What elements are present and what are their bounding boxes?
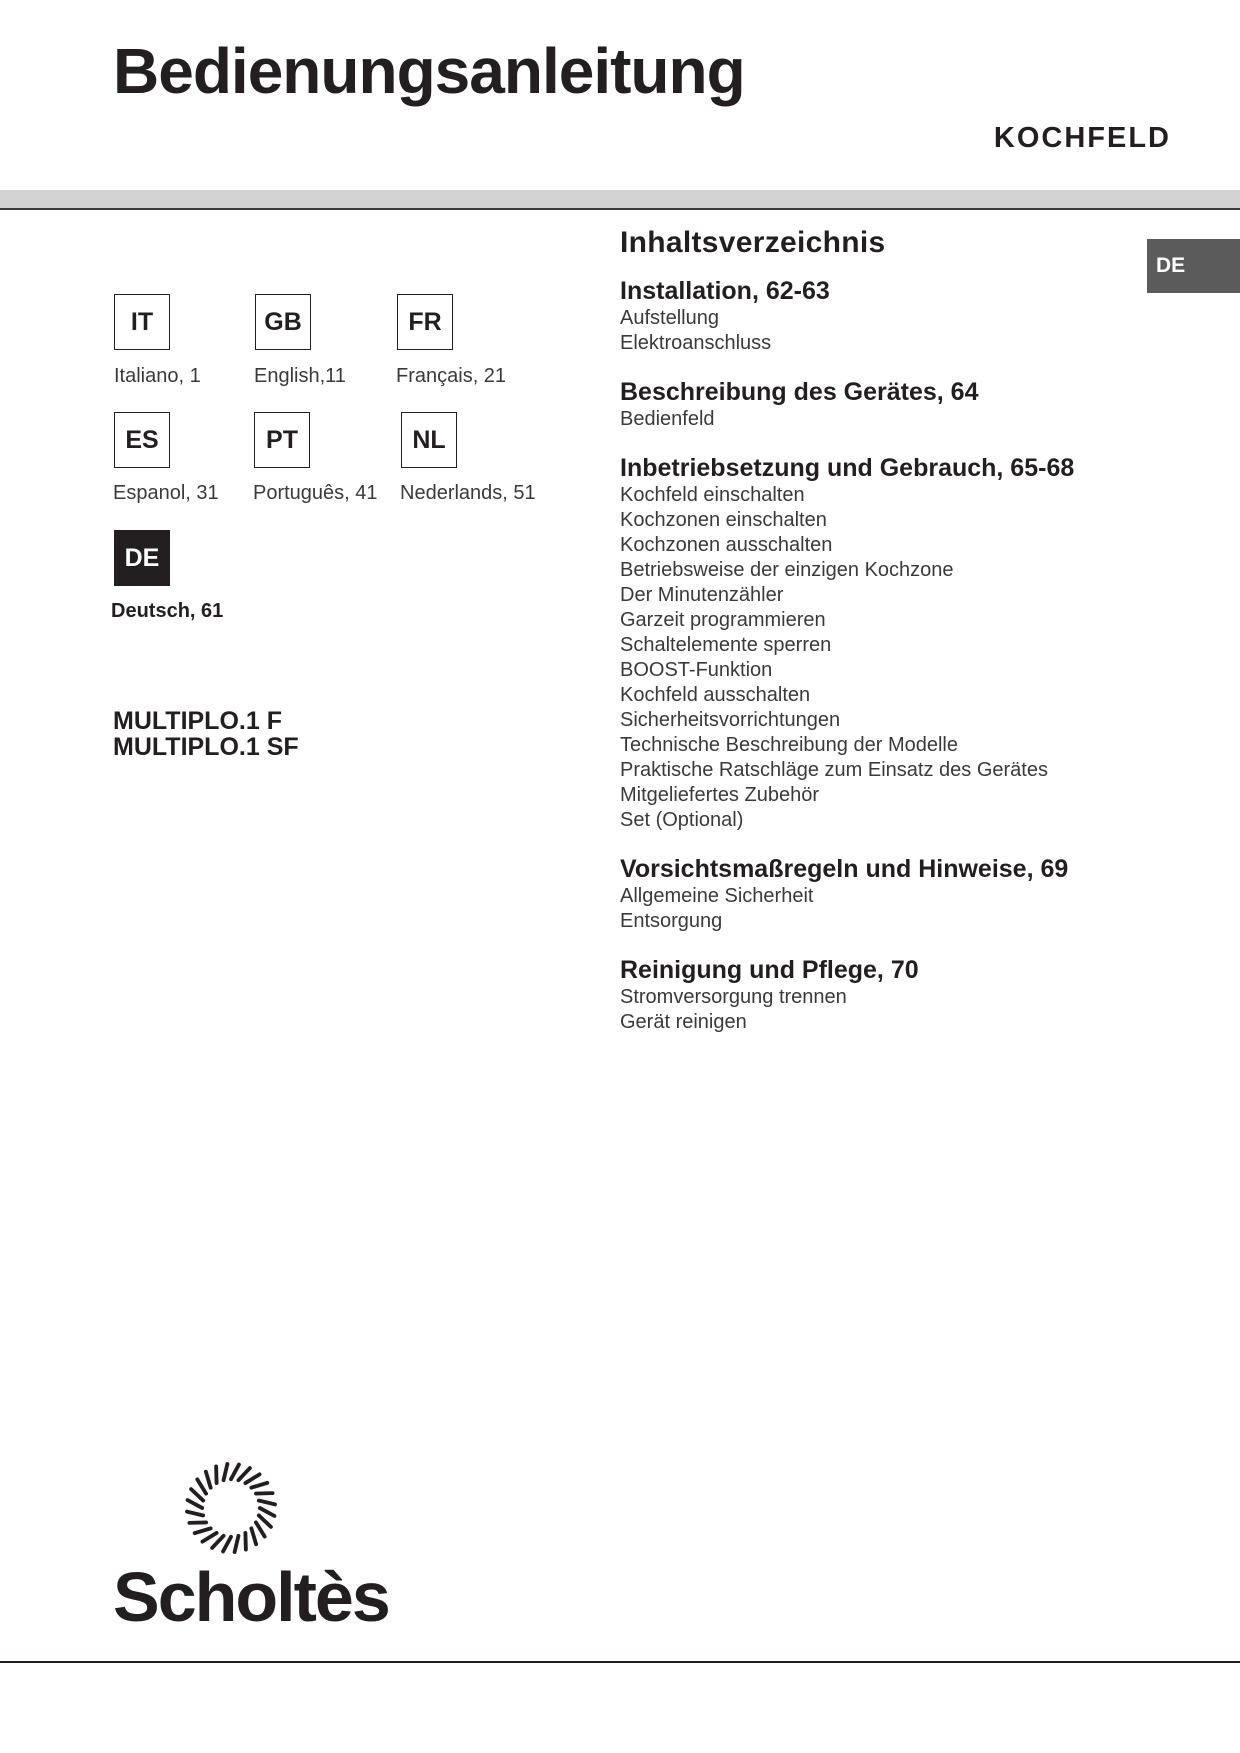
- logo-ray: [238, 1468, 249, 1480]
- toc-item[interactable]: Schaltelemente sperren: [620, 634, 832, 656]
- toc-sections: [620, 276, 1140, 1035]
- toc-section: [620, 955, 1140, 1035]
- language-label-gb[interactable]: English,11: [254, 365, 346, 387]
- logo-ray: [224, 1464, 228, 1480]
- toc-item[interactable]: Gerät reinigen: [620, 1011, 747, 1033]
- toc-item[interactable]: Kochzonen einschalten: [620, 509, 827, 531]
- toc-section: [620, 854, 1140, 934]
- language-code-fr[interactable]: FR: [397, 294, 453, 350]
- toc-title: Inhaltsverzeichnis: [620, 226, 886, 259]
- logo-ray: [251, 1483, 267, 1488]
- toc-item[interactable]: Praktische Ratschläge zum Einsatz des Gerätes: [620, 759, 1048, 781]
- header-rule: [0, 208, 1240, 210]
- toc-heading[interactable]: Reinigung und Pflege, 70: [620, 956, 919, 984]
- language-label-de[interactable]: Deutsch, 61: [111, 600, 224, 622]
- logo-ray: [202, 1533, 216, 1542]
- toc-heading[interactable]: Installation, 62-63: [620, 277, 830, 305]
- toc-item[interactable]: Elektroanschluss: [620, 332, 772, 354]
- toc-item[interactable]: Sicherheitsvorrichtungen: [620, 709, 841, 731]
- toc-heading[interactable]: Inbetriebsetzung und Gebrauch, 65-68: [620, 454, 1075, 482]
- language-label-nl[interactable]: Nederlands, 51: [400, 482, 536, 504]
- language-label-it[interactable]: Italiano, 1: [114, 365, 201, 387]
- logo-ray: [259, 1501, 275, 1505]
- logo-ray: [259, 1515, 271, 1526]
- toc-item[interactable]: Technische Beschreibung der Modelle: [620, 734, 958, 756]
- toc-item[interactable]: Kochfeld ausschalten: [620, 684, 811, 706]
- logo-ray: [187, 1512, 203, 1516]
- logo-ray: [197, 1479, 206, 1493]
- model-name: MULTIPLO.1 SF: [113, 733, 299, 761]
- language-label-pt[interactable]: Português, 41: [253, 482, 378, 504]
- toc-item[interactable]: Allgemeine Sicherheit: [620, 885, 814, 907]
- toc-item[interactable]: Kochfeld einschalten: [620, 484, 805, 506]
- language-label-es[interactable]: Espanol, 31: [113, 482, 219, 504]
- logo-ray: [223, 1537, 231, 1552]
- brand-name: Scholtès: [113, 1558, 389, 1636]
- language-code-it[interactable]: IT: [114, 294, 170, 350]
- language-label-fr[interactable]: Français, 21: [396, 365, 507, 387]
- language-code-de[interactable]: DE: [114, 530, 170, 586]
- language-code-es[interactable]: ES: [114, 412, 170, 468]
- logo-ray: [245, 1474, 259, 1483]
- logo-ray: [206, 1472, 211, 1488]
- document-title: Bedienungsanleitung: [113, 35, 745, 107]
- logo-ray: [260, 1508, 275, 1516]
- toc-item[interactable]: Mitgeliefertes Zubehör: [620, 784, 819, 806]
- table-of-contents: [620, 226, 1140, 1056]
- toc-item[interactable]: Entsorgung: [620, 910, 723, 932]
- language-tab: DE: [1147, 239, 1240, 293]
- toc-item[interactable]: Aufstellung: [620, 307, 719, 329]
- document-subtitle: KOCHFELD: [993, 122, 1171, 154]
- logo-ray: [195, 1528, 211, 1533]
- toc-item[interactable]: Kochzonen ausschalten: [620, 534, 833, 556]
- sunburst-logo-icon: [183, 1460, 279, 1556]
- logo-ray: [235, 1536, 239, 1552]
- toc-item[interactable]: Stromversorgung trennen: [620, 986, 847, 1008]
- toc-heading[interactable]: Vorsichtsmaßregeln und Hinweise, 69: [620, 855, 1069, 883]
- toc-section: [620, 453, 1140, 833]
- toc-heading[interactable]: Beschreibung des Gerätes, 64: [620, 378, 979, 406]
- logo-ray: [231, 1465, 239, 1480]
- toc-section: [620, 377, 1140, 432]
- toc-item[interactable]: BOOST-Funktion: [620, 659, 773, 681]
- toc-section: [620, 276, 1140, 356]
- logo-ray: [212, 1536, 223, 1548]
- logo-ray: [188, 1500, 203, 1508]
- language-code-pt[interactable]: PT: [254, 412, 310, 468]
- header-band: [0, 190, 1240, 208]
- toc-item[interactable]: Betriebsweise der einzigen Kochzone: [620, 559, 954, 581]
- footer-rule: [0, 1661, 1240, 1663]
- logo-ray: [251, 1528, 256, 1544]
- toc-item[interactable]: Garzeit programmieren: [620, 609, 826, 631]
- language-code-gb[interactable]: GB: [255, 294, 311, 350]
- logo-ray: [191, 1489, 203, 1500]
- toc-item[interactable]: Der Minutenzähler: [620, 584, 784, 606]
- model-name: MULTIPLO.1 F: [113, 707, 282, 735]
- language-code-nl[interactable]: NL: [401, 412, 457, 468]
- toc-item[interactable]: Set (Optional): [620, 809, 744, 831]
- logo-ray: [256, 1522, 265, 1536]
- toc-item[interactable]: Bedienfeld: [620, 408, 715, 430]
